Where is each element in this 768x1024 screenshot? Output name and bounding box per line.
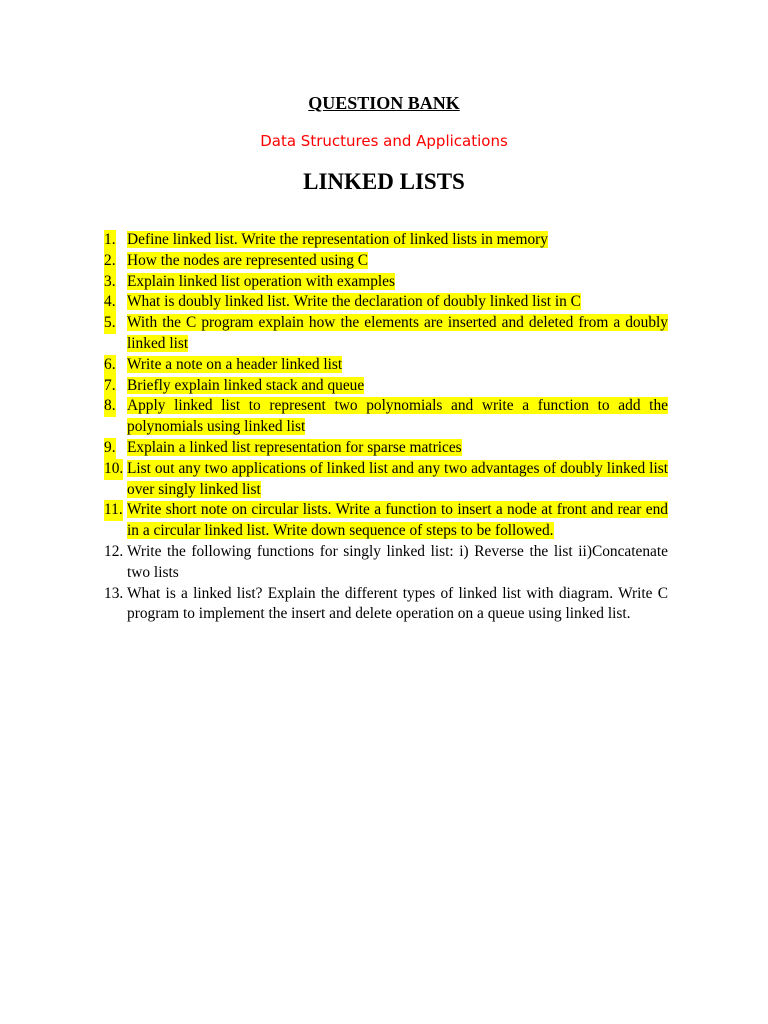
question-text: Write the following functions for singly linked list: i) Reverse the list ii)Concatenate two lists [127,542,668,581]
question-number: 7. [104,376,116,397]
question-text: List out any two applications of linked list and any two advantages of doubly linked list over singly linked list [127,459,668,498]
question-number: 10. [104,459,123,480]
question-number: 1. [104,230,116,251]
question-text: Define linked list. Write the representation of linked lists in memory [127,231,548,248]
question-list [104,230,668,625]
question-number: 4. [104,292,116,313]
question-number: 8. [104,396,116,417]
question-number: 2. [104,251,116,272]
question-text: What is a linked list? Explain the different types of linked list with diagram. Write C program to implement the insert and delete operation on a queue using linked list. [127,584,668,623]
question-item [104,396,668,438]
subject-title: Data Structures and Applications [260,132,508,150]
question-item [104,272,668,293]
question-item [104,542,668,584]
question-number: 5. [104,313,116,334]
question-bank-title: QUESTION BANK [308,93,460,113]
question-item [104,230,668,251]
question-number: 13. [104,584,124,602]
question-item [104,355,668,376]
question-item [104,459,668,501]
question-item [104,292,668,313]
question-text: How the nodes are represented using C [127,251,369,269]
question-item [104,500,668,542]
question-number: 6. [104,355,116,376]
question-item [104,376,668,397]
question-text: With the C program explain how the elements are inserted and deleted from a doubly linked list [127,314,668,352]
question-text: What is doubly linked list. Write the declaration of doubly linked list in C [127,293,581,311]
question-item [104,313,668,355]
question-number: 12. [104,542,124,560]
question-text: Explain a linked list representation for sparse matrices [127,438,462,456]
question-item [104,438,668,459]
question-number: 11. [104,500,123,521]
question-item [104,251,668,272]
topic-title: LINKED LISTS [303,169,465,194]
question-text: Write a note on a header linked list [127,355,343,373]
question-number: 3. [104,272,116,293]
question-text: Explain linked list operation with examples [127,272,395,290]
question-text: Apply linked list to represent two polynomials and write a function to add the polynomials using linked list [127,397,668,436]
question-item [104,584,668,626]
question-text: Briefly explain linked stack and queue [127,376,365,394]
question-text: Write short note on circular lists. Write a function to insert a node at front and rear end in a circular linked list. Write down sequence of steps to be followed. [127,501,668,540]
question-number: 9. [104,438,116,459]
